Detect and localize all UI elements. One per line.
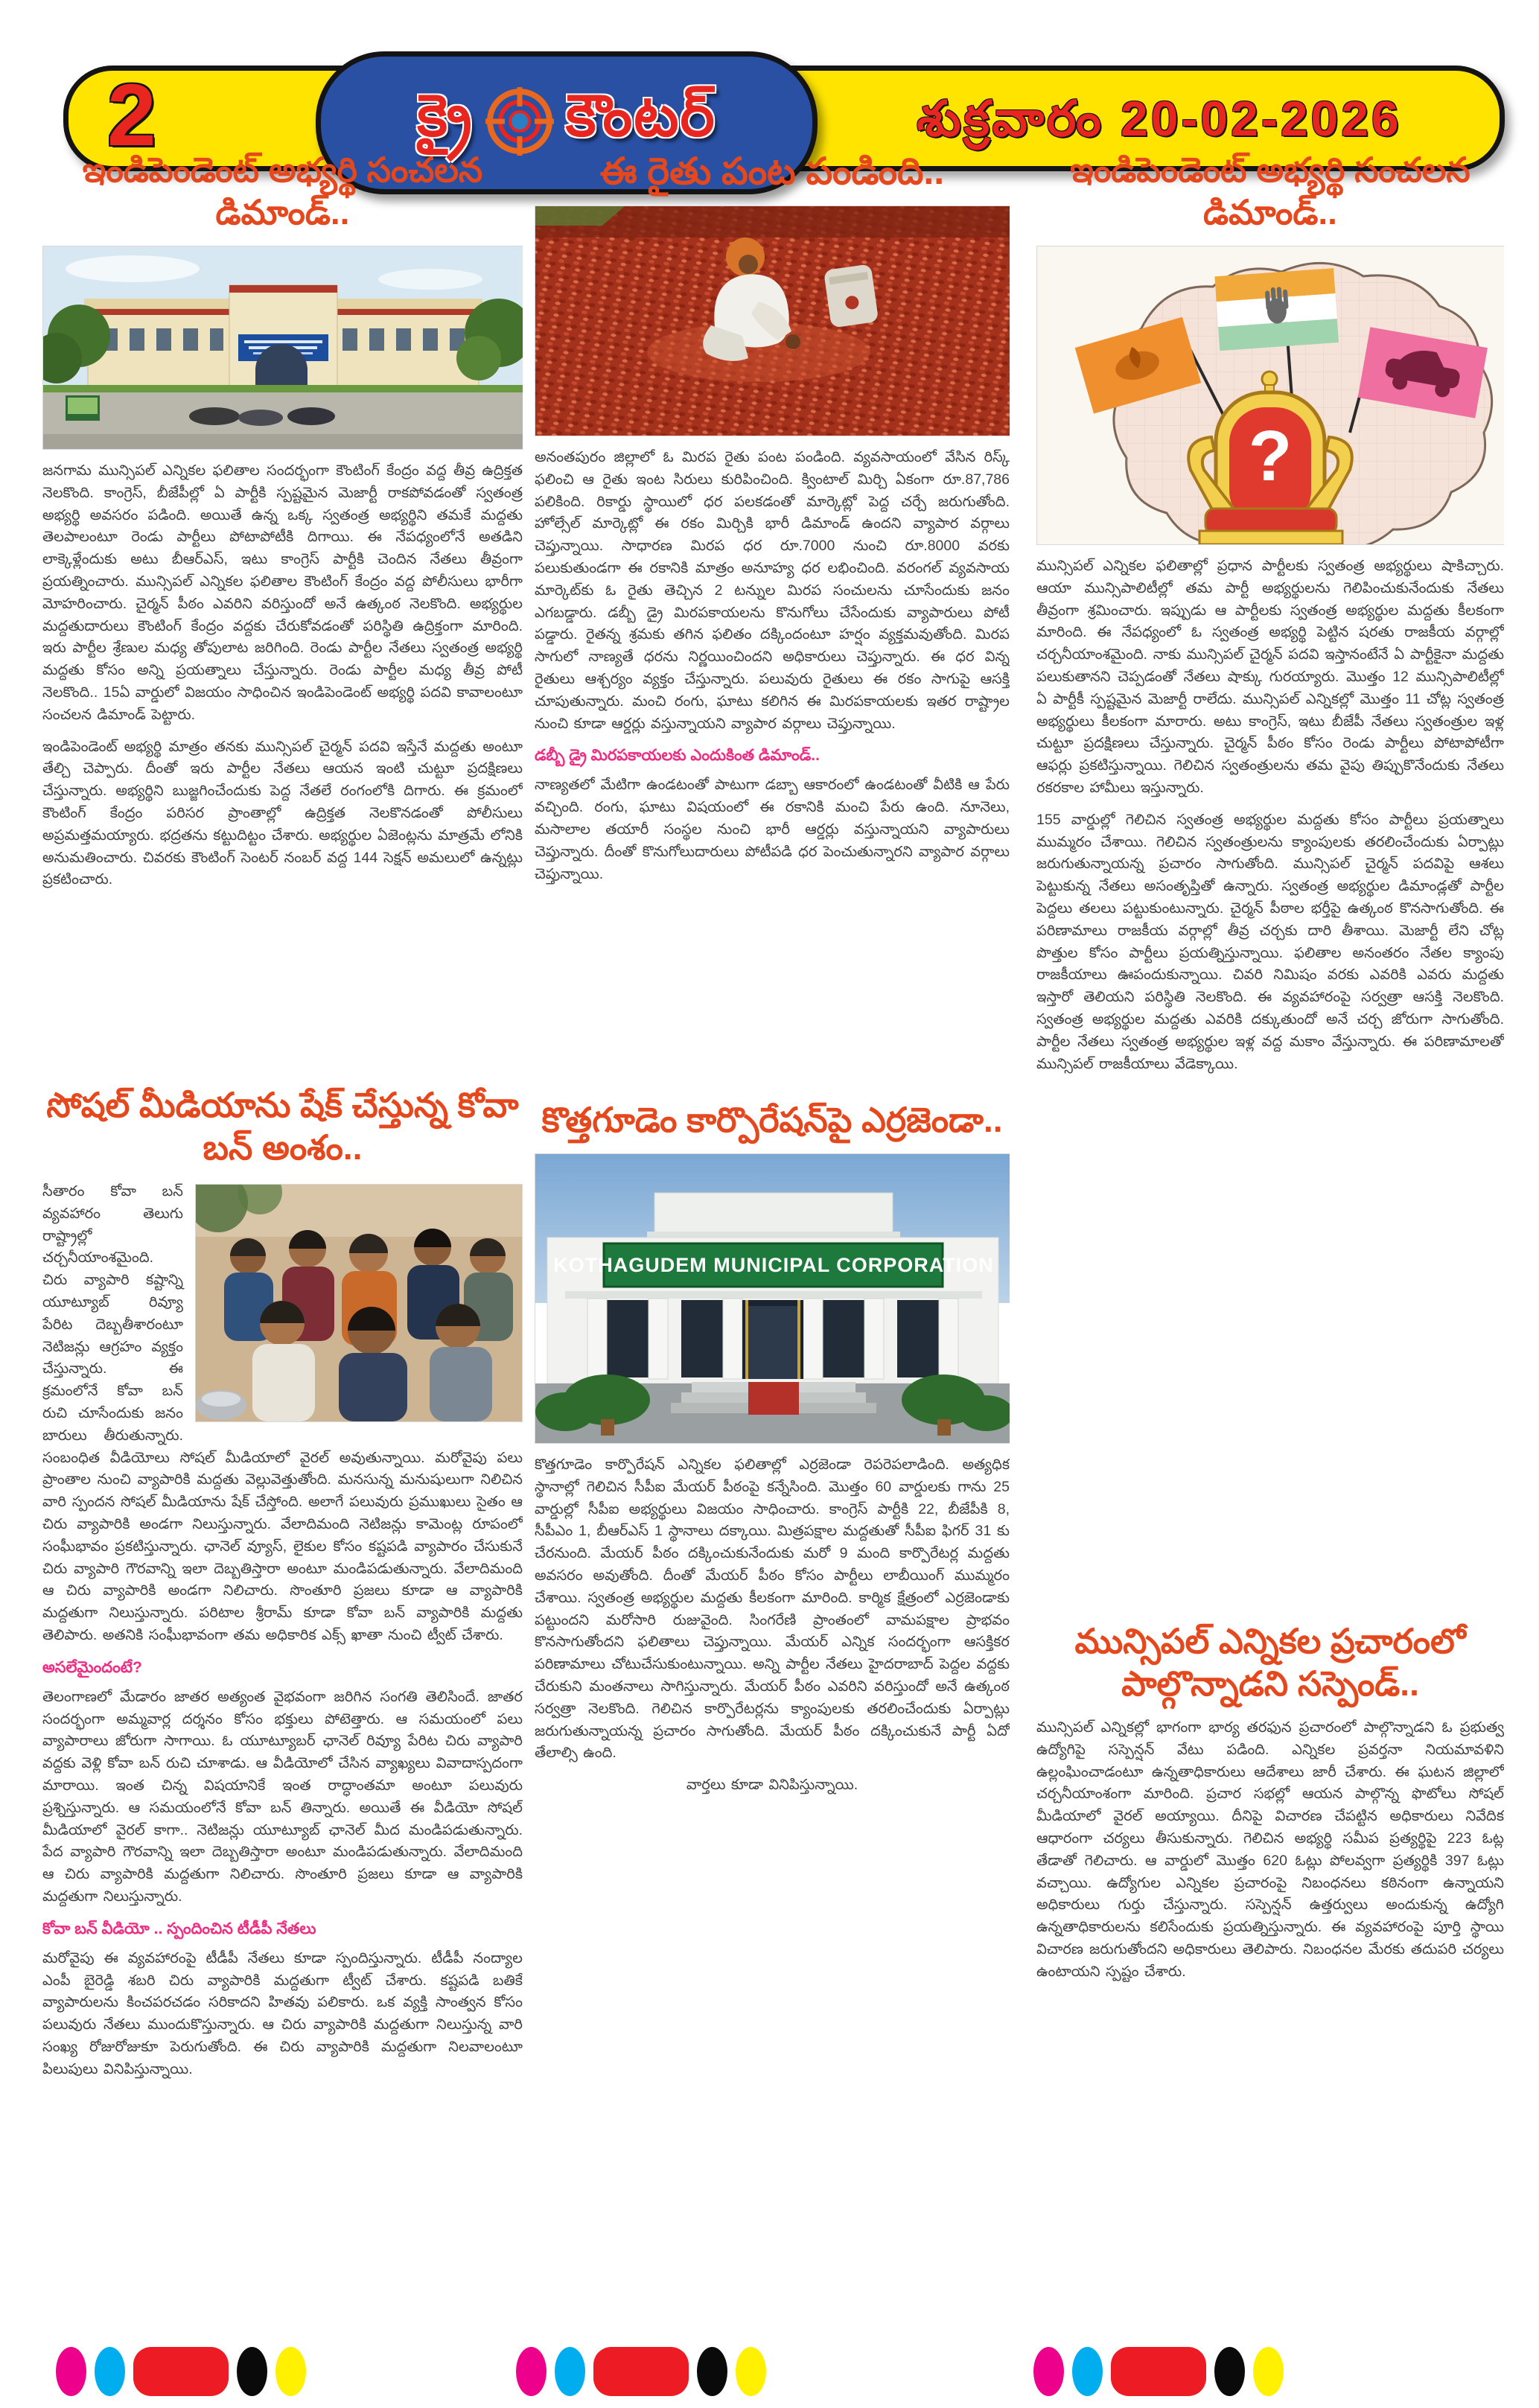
article-headline: మున్సిపల్ ఎన్నికల ప్రచారంలో పాల్గొన్నాడని సస్పెండ్.. [1074,1622,1466,1703]
article-body [535,1454,1010,1797]
article-headline: ఈ రైతు పంట పండింది.. [599,150,945,192]
article-headline: ఇండిపెండెంట్ అభ్యర్థి సంచలన డిమాండ్.. [82,150,483,232]
registration-mark [1072,2347,1103,2396]
registration-mark [1214,2347,1245,2396]
registration-mark [1111,2347,1206,2396]
photo-chilli-harvest-farmer [535,206,1010,436]
article-body [42,460,523,891]
registration-mark [56,2347,86,2396]
print-registration-marks-right [1033,2347,1284,2396]
masthead-title-left: క్రై [417,83,474,148]
article-kova-bun [42,1081,523,2314]
article-paragraph: మున్సిపల్ ఎన్నికల్లో భాగంగా భార్య తరఫున ప్రచారంలో పాల్గొన్నాడని ఓ ప్రభుత్వ ఉద్యోగిపై సస్పెన్షన్ వేటు పడింది. ఎన్నికల ప్రవర్తనా నియమావళిని ఉల్లంఘించాడంటూ ఉన్నతాధికారులు ఆదేశాలు జారీ చేశారు. ఈ ఘటన జిల్లాలో చర్చనీయాంశంగా మారింది. ప్రచార సభల్లో ఆయన పాల్గొన్న ఫొటోలు సోషల్ మీడియాలో వైరల్ అయ్యాయి. దీనిపై విచారణ చేపట్టిన అధికారులు నివేదిక ఆధారంగా చర్యలు తీసుకున్నారు. గెలిచిన అభ్యర్థి సమీప ప్రత్యర్థిపై 223 ఓట్ల తేడాతో గెలిచారు. ఆ వార్డులో మొత్తం 620 ఓట్లు పోలవ్వగా ప్రత్యర్థికి 397 ఓట్లు వచ్చాయి. ఉద్యోగుల ఎన్నికల ప్రచారంపై నిబంధనలు కఠినంగా ఉన్నాయని అధికారులు గుర్తు చేస్తున్నారు. సస్పెన్షన్ ఉత్తర్వులు అందుకున్న ఉద్యోగి ఉన్నతాధికారులను కలిసేందుకు ప్రయత్నిస్తున్నారు. ఈ వ్యవహారంపై పూర్తి స్థాయి విచారణ జరుగుతోందని అధికారులు తెలిపారు. నిబంధనల మేరకు తదుపరి చర్యలు ఉంటాయని స్పష్టం చేశారు. [1036,1719,1504,1980]
registration-mark [516,2347,547,2396]
article-body [1036,555,1504,1075]
article-paragraph: వార్తలు కూడా వినిపిస్తున్నాయి. [686,1777,858,1794]
article-paragraph: ఇండిపెండెంట్ అభ్యర్థి మాత్రం తనకు మున్సిపల్ చైర్మన్ పదవి ఇస్తేనే మద్దతు అంటూ తేల్చి చెప్పారు. దీంతో ఇరు పార్టీల నేతలు ఆయన ఇంటి చుట్టూ ప్రదక్షిణలు చేస్తున్నారు. అభ్యర్థిని బుజ్జగించేందుకు పెద్ద నేతలే రంగంలోకి దిగారు. ఈ క్రమంలో కౌంటింగ్ కేంద్రం పరిసర ప్రాంతాల్లో ఉద్రిక్తత నెలకొనడంతో పోలీసులు అప్రమత్తమయ్యారు. భద్రతను కట్టుదిట్టం చేశారు. అభ్యర్థుల ఏజెంట్లను మాత్రమే లోనికి అనుమతించారు. చివరకు కౌంటింగ్ సెంటర్ నంబర్ వద్ద 144 సెక్షన్ అమలులో ఉన్నట్లు ప్రకటించారు. [42,738,523,888]
article-paragraph: జనగామ మున్సిపల్ ఎన్నికల ఫలితాల సందర్భంగా కౌంటింగ్ కేంద్రం వద్ద తీవ్ర ఉద్రిక్తత నెలకొంది. కాంగ్రెస్, బీజేపీల్లో ఏ పార్టీకి స్పష్టమైన మెజార్టీ రాకపోవడంతో స్వతంత్ర అభ్యర్థి అవసరం పడింది. అయితే ఉన్న ఒక్క స్వతంత్ర అభ్యర్థిని తమకే మద్దతు తెలపాలంటూ రెండు పార్టీలు పోటాపోటీకి దిగాయి. ఈ నేపధ్యంలోనే అతడిని లాక్కెళ్లేందుకు అటు బీఆర్ఎస్, ఇటు కాంగ్రెస్ పార్టీకి చెందిన నేతలు తీవ్రంగా ప్రయత్నించారు. మున్సిపల్ ఎన్నికల ఫలితాల కౌంటింగ్ కేంద్రం వద్ద పోలీసులు భారీగా మోహరించారు. చైర్మన్ పీఠం ఎవరిని వరిస్తుందో అనే ఉత్కంఠ నెలకొంది. అభ్యర్థుల మద్దతుదారులు కౌంటింగ్ కేంద్రం వద్దకు చేరుకోవడంతో పరిస్థితి ఉద్రిక్తంగా మారింది. ఇరు పార్టీల శ్రేణుల మధ్య తోపులాట జరిగింది. రెండు పార్టీల నేతలు స్వతంత్ర అభ్యర్థి మద్దతు కోసం అన్ని ప్రయత్నాలు చేస్తున్నారు. రెండు పార్టీల మధ్య తీవ్ర పోటీ నెలకొంది.. 15ఏ వార్డులో విజయం సాధించిన ఇండిపెండెంట్ అభ్యర్థి పదవి కావాలంటూ సంచలన డిమాండ్ పెట్టారు. [42,462,523,723]
article-headline: సోషల్ మీడియాను షేక్ చేస్తున్న కోవా బన్ అంశం.. [46,1086,519,1167]
article-suspension [1036,1617,1504,2317]
article-headline: కొత్తగూడెం కార్పొరేషన్‌పై ఎర్రజెండా.. [541,1101,1003,1139]
article-paragraph: నాణ్యతలో మేటిగా ఉండటంతో పాటుగా డబ్బా ఆకారంలో ఉండటంతో వీటికి ఆ పేరు వచ్చింది. రంగు, ఘాటు విషయంలో ఈ రకానికి మంచి పేరు ఉంది. నూనెలు, మసాలాల తయారీ సంస్థల నుంచి భారీ ఆర్డర్లు వస్తున్నాయని వ్యాపారులు చెప్తున్నారు. దీంతో కొనుగోలుదారులు పోటీపడి ధర పెంచుతున్నారని వ్యాపార వర్గాలు చెప్తున్నాయి. [535,777,1010,882]
article-headline: ఇండిపెండెంట్ అభ్యర్థి సంచలన డిమాండ్.. [1070,150,1471,232]
article-independent-right [1036,146,1504,1611]
registration-mark [1033,2347,1064,2396]
article-kothagudem [535,1096,1010,2353]
article-subhead: అసలేమైందంటే? [42,1658,142,1676]
article-subhead: కోవా బన్ వీడియో .. స్పందించిన టీడీపీ నేతలు [42,1920,316,1937]
article-paragraph: మున్సిపల్ ఎన్నికల ఫలితాల్లో ప్రధాన పార్టీలకు స్వతంత్ర అభ్యర్థులు షాకిచ్చారు. ఆయా మున్సిపాలిటీల్లో తమ పార్టీ అభ్యర్థులను గెలిపించుకునేందుకు నేతలు తీవ్రంగా శ్రమించారు. ఇప్పుడు ఆ పార్టీలకు స్వతంత్ర అభ్యర్థుల మద్దతు కీలకంగా మారింది. ఈ నేపధ్యంలో ఓ స్వతంత్ర అభ్యర్థి పెట్టిన షరతు రాజకీయ వర్గాల్లో చర్చనీయాంశమైంది. నాకు మున్సిపల్ చైర్మన్ పదవి ఇస్తానంటేనే ఏ పార్టీకైనా మద్దతు పలుకుతానని చెప్పడంతో నేతలు షాక్కు గురయ్యారు. మొత్తం 12 మున్సిపాలిటీల్లో ఏ పార్టీకీ స్పష్టమైన మెజార్టీ రాలేదు. మున్సిపల్ ఎన్నికల్లో మొత్తం 11 చోట్ల స్వతంత్ర అభ్యర్థులు కీలకంగా మారారు. అటు కాంగ్రెస్, ఇటు బీజేపీ నేతలు స్వతంత్రుల ఇళ్ల చుట్టూ ప్రదక్షిణలు చేస్తున్నారు. చైర్మన్ పీఠం కోసం రెండు పార్టీలు పోటాపోటీగా ఆఫర్లు ప్రకటిస్తున్నాయి. గెలిచిన స్వతంత్రులను తమ వైపు తిప్పుకొనేందుకు నేతలు రకరకాల హామీలు ఇస్తున్నారు. [1036,558,1504,796]
photo-kothagudem-municipal-corporation [535,1153,1010,1444]
article-subhead: డబ్బీ డ్రై మిరపకాయలకు ఎందుకింత డిమాండ్.. [535,747,820,765]
registration-mark [95,2347,125,2396]
article-independent-left [42,146,523,1078]
photo-crowd-of-supporters [195,1184,523,1422]
page-number: 2 [107,66,156,165]
article-paragraph: 155 వార్డుల్లో గెలిచిన స్వతంత్ర అభ్యర్థుల మద్దతు కోసం పార్టీలు ప్రయత్నాలు ముమ్మరం చేశాయి. గెలిచిన స్వతంత్రులను క్యాంపులకు తరలించేందుకు ఏర్పాట్లు జరుగుతున్నాయన్న ప్రచారం సాగుతోంది. మున్సిపల్ చైర్మన్ పదవిపై ఆశలు పెట్టుకున్న నేతలు అసంతృప్తితో ఉన్నారు. స్వతంత్ర అభ్యర్థుల డిమాండ్లతో పార్టీల పెద్దలు తలలు పట్టుకుంటున్నారు. చైర్మన్ పీఠాల భర్తీపై ఉత్కంఠ కొనసాగుతోంది. ఈ పరిణామాలు రాజకీయ వర్గాల్లో తీవ్ర చర్చకు దారి తీశాయి. మెజార్టీ లేని చోట్ల పొత్తుల కోసం పార్టీలు ప్రయత్నిస్తున్నాయి. ఫలితాల అనంతరం నేతల క్యాంపు రాజకీయాలు ఊపందుకున్నాయి. చివరి నిమిషం వరకు ఎవరికి ఎవరు మద్దతు ఇస్తారో తెలియని పరిస్థితి నెలకొంది. ఈ వ్యవహారంపై సర్వత్రా ఆసక్తి నెలకొంది. స్వతంత్ర అభ్యర్థుల మద్దతు ఎవరికి దక్కుతుందో అనే చర్చ జోరుగా సాగుతోంది. పార్టీల నేతలు స్వతంత్ర అభ్యర్థుల ఇళ్ల వద్ద మకాం వేస్తున్నారు. ఈ పరిణామాలతో మున్సిపల్ రాజకీయాలు వేడెక్కాయి. [1036,811,1504,1072]
article-body [1036,1717,1504,1984]
date-line: శుక్రవారం 20-02-2026 [917,91,1402,146]
question-mark: ? [1248,416,1293,496]
registration-mark [1253,2347,1284,2396]
article-body-wrap [42,1181,523,2080]
article-body [535,447,1010,885]
registration-mark [555,2347,585,2396]
print-registration-marks-left [56,2347,306,2396]
print-registration-marks-center [516,2347,766,2396]
registration-mark [593,2347,689,2396]
masthead-title-right: కౌంటర్ [565,83,716,148]
article-paragraph: తెలంగాణలో మేడారం జాతర అత్యంత వైభవంగా జరిగిన సంగతి తెలిసిందే. జాతర సందర్భంగా అమ్మవార్ల దర్శనం కోసం భక్తులు పోటెత్తారు. ఆ సమయంలో పలు వ్యాపారాలు జోరుగా సాగాయి. ఓ యూట్యూబర్ ఛానెల్ రివ్యూ పేరిట చిరు వ్యాపారి వద్దకు వెళ్లి కోవా బన్ రుచి చూశాడు. ఆ వీడియోలో చేసిన వ్యాఖ్యలు వివాదాస్పదంగా మారాయి. ఇంత చిన్న విషయానికే ఇంత రాద్ధాంతమా అంటూ పలువురు ప్రశ్నిస్తున్నారు. ఆ సమయంలోనే కోవా బన్ తిన్నారు. అయితే ఈ వీడియో సోషల్ మీడియాలో వైరల్ కాగా.. నెటిజన్లు యూట్యూబ్ ఛానెల్ మీద మండిపడుతున్నారు. పేద వ్యాపారి గౌరవాన్ని ఇలా దెబ్బతిస్తారా అంటూ మండిపడుతున్నారు. వేలాదిమంది ఆ చిరు వ్యాపారికి మద్దతుగా నిలిచారు. సొంతూరి ప్రజలు కూడా ఆ వ్యాపారికి మద్దతుగా నిలుస్తున్నారు. [42,1688,523,1905]
registration-mark [697,2347,727,2396]
article-farmer-chilli [535,146,1010,1093]
article-paragraph: కొత్తగూడెం కార్పొరేషన్ ఎన్నికల ఫలితాల్లో ఎర్రజెండా రెపరెపలాడింది. అత్యధిక స్థానాల్లో గెలిచిన సీపీఐ మేయర్ పీఠంపై కన్నేసింది. మొత్తం 60 వార్డులకు గాను 25 వార్డుల్లో సీపీఐ అభ్యర్థులు విజయం సాధించారు. కాంగ్రెస్ పార్టీకి 22, బీజేపీకి 8, సీపీఎం 1, బీఆర్ఎస్ 1 స్థానాలు దక్కాయి. మిత్రపక్షాల మద్దతుతో సీపీఐ ఫిగర్ 31 కు చేరనుంది. మేయర్ పీఠం దక్కించుకునేందుకు మరో 9 మంది కార్పొరేటర్ల మద్దతు అవసరం అవుతోంది. దీంతో మేయర్ పీఠం కోసం పార్టీలు లాబీయింగ్ ముమ్మరం చేశాయి. స్వతంత్ర అభ్యర్థుల మద్దతు కీలకంగా మారింది. కార్మిక క్షేత్రంలో ఎర్రజెండాకు పట్టుందని మరోసారి రుజువైంది. సింగరేణి ప్రాంతంలో వామపక్షాల ప్రాభవం కొనసాగుతోందని ఫలితాలు చెప్తున్నాయి. మేయర్ ఎన్నిక సందర్భంగా ఆసక్తికర పరిణామాలు చోటుచేసుకుంటున్నాయి. అన్ని పార్టీల నేతలు హైదరాబాద్ పెద్దల వద్దకు చేరుకుని మంతనాలు సాగిస్తున్నారు. మేయర్ పీఠం ఎవరిని వరిస్తుందో అనే ఉత్కంఠ సర్వత్రా నెలకొంది. గెలిచిన కార్పొరేటర్లను క్యాంపులకు తరలించేందుకు ఏర్పాట్లు జరుగుతున్నాయన్న ప్రచారం సాగుతోంది. మేయర్ పీఠం దక్కించుకునే పార్టీ ఏదో తేలాల్సి ఉంది. [535,1456,1010,1762]
registration-mark [237,2347,267,2396]
registration-mark [133,2347,229,2396]
registration-mark [275,2347,306,2396]
article-paragraph: మరోవైపు ఈ వ్యవహారంపై టీడీపీ నేతలు కూడా స్పందిస్తున్నారు. టీడీపీ నంద్యాల ఎంపీ బైరెడ్డి శబరి చిరు వ్యాపారికి మద్దతుగా ట్వీట్ చేశారు. కష్టపడి బతికే వ్యాపారులను కించపరచడం సరికాదని హితవు పలికారు. ఒక వ్యక్తి సాంత్వన కోసం పలువురు నేతలు ముందుకొస్తున్నారు. ఆ చిరు వ్యాపారికి మద్దతుగా నిలుస్తున్న వారి సంఖ్య రోజురోజుకూ పెరుగుతోంది. ఈ చిరు వ్యాపారికి మద్దతుగా నిలవాలంటూ పిలుపులు వినిపిస్తున్నాయి. [42,1949,523,2077]
article-paragraph: అనంతపురం జిల్లాలో ఓ మిరప రైతు పంట పండింది. వ్యవసాయంలో వేసిన రిస్క్ ఫలించి ఆ రైతు ఇంట సిరులు కురిపించింది. క్వింటాల్ మిర్చి ఏకంగా రూ.87,786 పలికింది. రికార్డు స్థాయిలో ధర పలకడంతో మార్కెట్లో పెద్ద చర్చే జరుగుతోంది. హోల్సేల్ మార్కెట్లో ఈ రకం మిర్చికి భారీ డిమాండ్ ఉందని వ్యాపార వర్గాలు చెప్తున్నాయి. సాధారణ మిరప ధర రూ.7000 నుంచి రూ.8000 వరకు పలుకుతుండగా ఈ రకానికి మాత్రం అనూహ్య ధర లభించింది. వరంగల్ వ్యవసాయ మార్కెట్‌కు ఓ రైతు తెచ్చిన 2 టన్నుల మిరప సంచులను చూసేందుకు జనం ఎగబడ్డారు. డబ్బీ డ్రై మిరపకాయలను కొనుగోలు చేసేందుకు వ్యాపారులు పోటీ పడ్డారు. రైతన్న శ్రమకు తగిన ఫలితం దక్కిందంటూ హర్షం వ్యక్తమవుతోంది. మిరప సాగులో నాణ్యతే ధరను నిర్ణయించిందని అధికారులు చెప్తున్నారు. ఈ ధర విన్న రైతులు ఆశ్చర్యం వ్యక్తం చేస్తున్నారు. పలువురు రైతులు ఈ రకం సాగుపై ఆసక్తి చూపుతున్నారు. మంచి రంగు, ఘాటు కలిగిన ఈ మిరపకాయలకు ఇతర రాష్ట్రాల నుంచి కూడా ఆర్డర్లు వస్తున్నాయని వ్యాపార వర్గాలు చెప్తున్నాయి. [535,449,1010,732]
cartoon-empty-chair-party-flags [1036,246,1504,545]
photo-municipal-office-building [42,246,523,450]
article-paragraph: సీతారం కోవా బన్ వ్యవహారం తెలుగు రాష్ట్రాల్లో చర్చనీయాంశమైంది. చిరు వ్యాపారి కష్టాన్ని యూట్యూబ్ రివ్యూ పేరిట దెబ్బతీశారంటూ నెటిజన్లు ఆగ్రహం వ్యక్తం చేస్తున్నారు. ఈ క్రమంలోనే కోవా బన్ రుచి చూసేందుకు జనం బారులు తీరుతున్నారు. సంబంధిత వీడియోలు సోషల్ మీడియాలో వైరల్ అవుతున్నాయి. మరోవైపు పలు ప్రాంతాల నుంచి వ్యాపారికి మద్దతు వెల్లువెత్తుతోంది. మనసున్న మనుషులుగా నిలిచిన వారి స్పందన సోషల్ మీడియాను షేక్ చేస్తోంది. అలాగే పలువురు ప్రముఖులు సైతం ఆ చిరు వ్యాపారికి అండగా నిలుస్తున్నారు. వేలాదిమంది నెటిజన్లు కామెంట్ల రూపంలో సంఘీభావం ప్రకటిస్తున్నారు. ఛానెల్ వ్యూస్, లైకుల కోసం కష్టపడి వ్యాపారం చేసుకునే చిరు వ్యాపారి గౌరవాన్ని ఇలా దెబ్బతిస్తారా అంటూ మండిపడుతున్నారు. వేలాదిమంది ఆ చిరు వ్యాపారికి అండగా నిలిచారు. సొంతూరి ప్రజలు కూడా ఆ వ్యాపారికి మద్దతుగా నిలుస్తున్నారు. పరిటాల శ్రీరామ్ కూడా కోవా బన్ వ్యాపారికి మద్దతు తెలిపారు. అతనికి సంఘీభావంగా తమ అధికారిక ఎక్స్ ఖాతా నుంచి ట్వీట్ చేశారు. [42,1183,523,1643]
building-signboard-text: KOTHAGUDEM MUNICIPAL CORPORATION [553,1254,994,1276]
registration-mark [736,2347,766,2396]
